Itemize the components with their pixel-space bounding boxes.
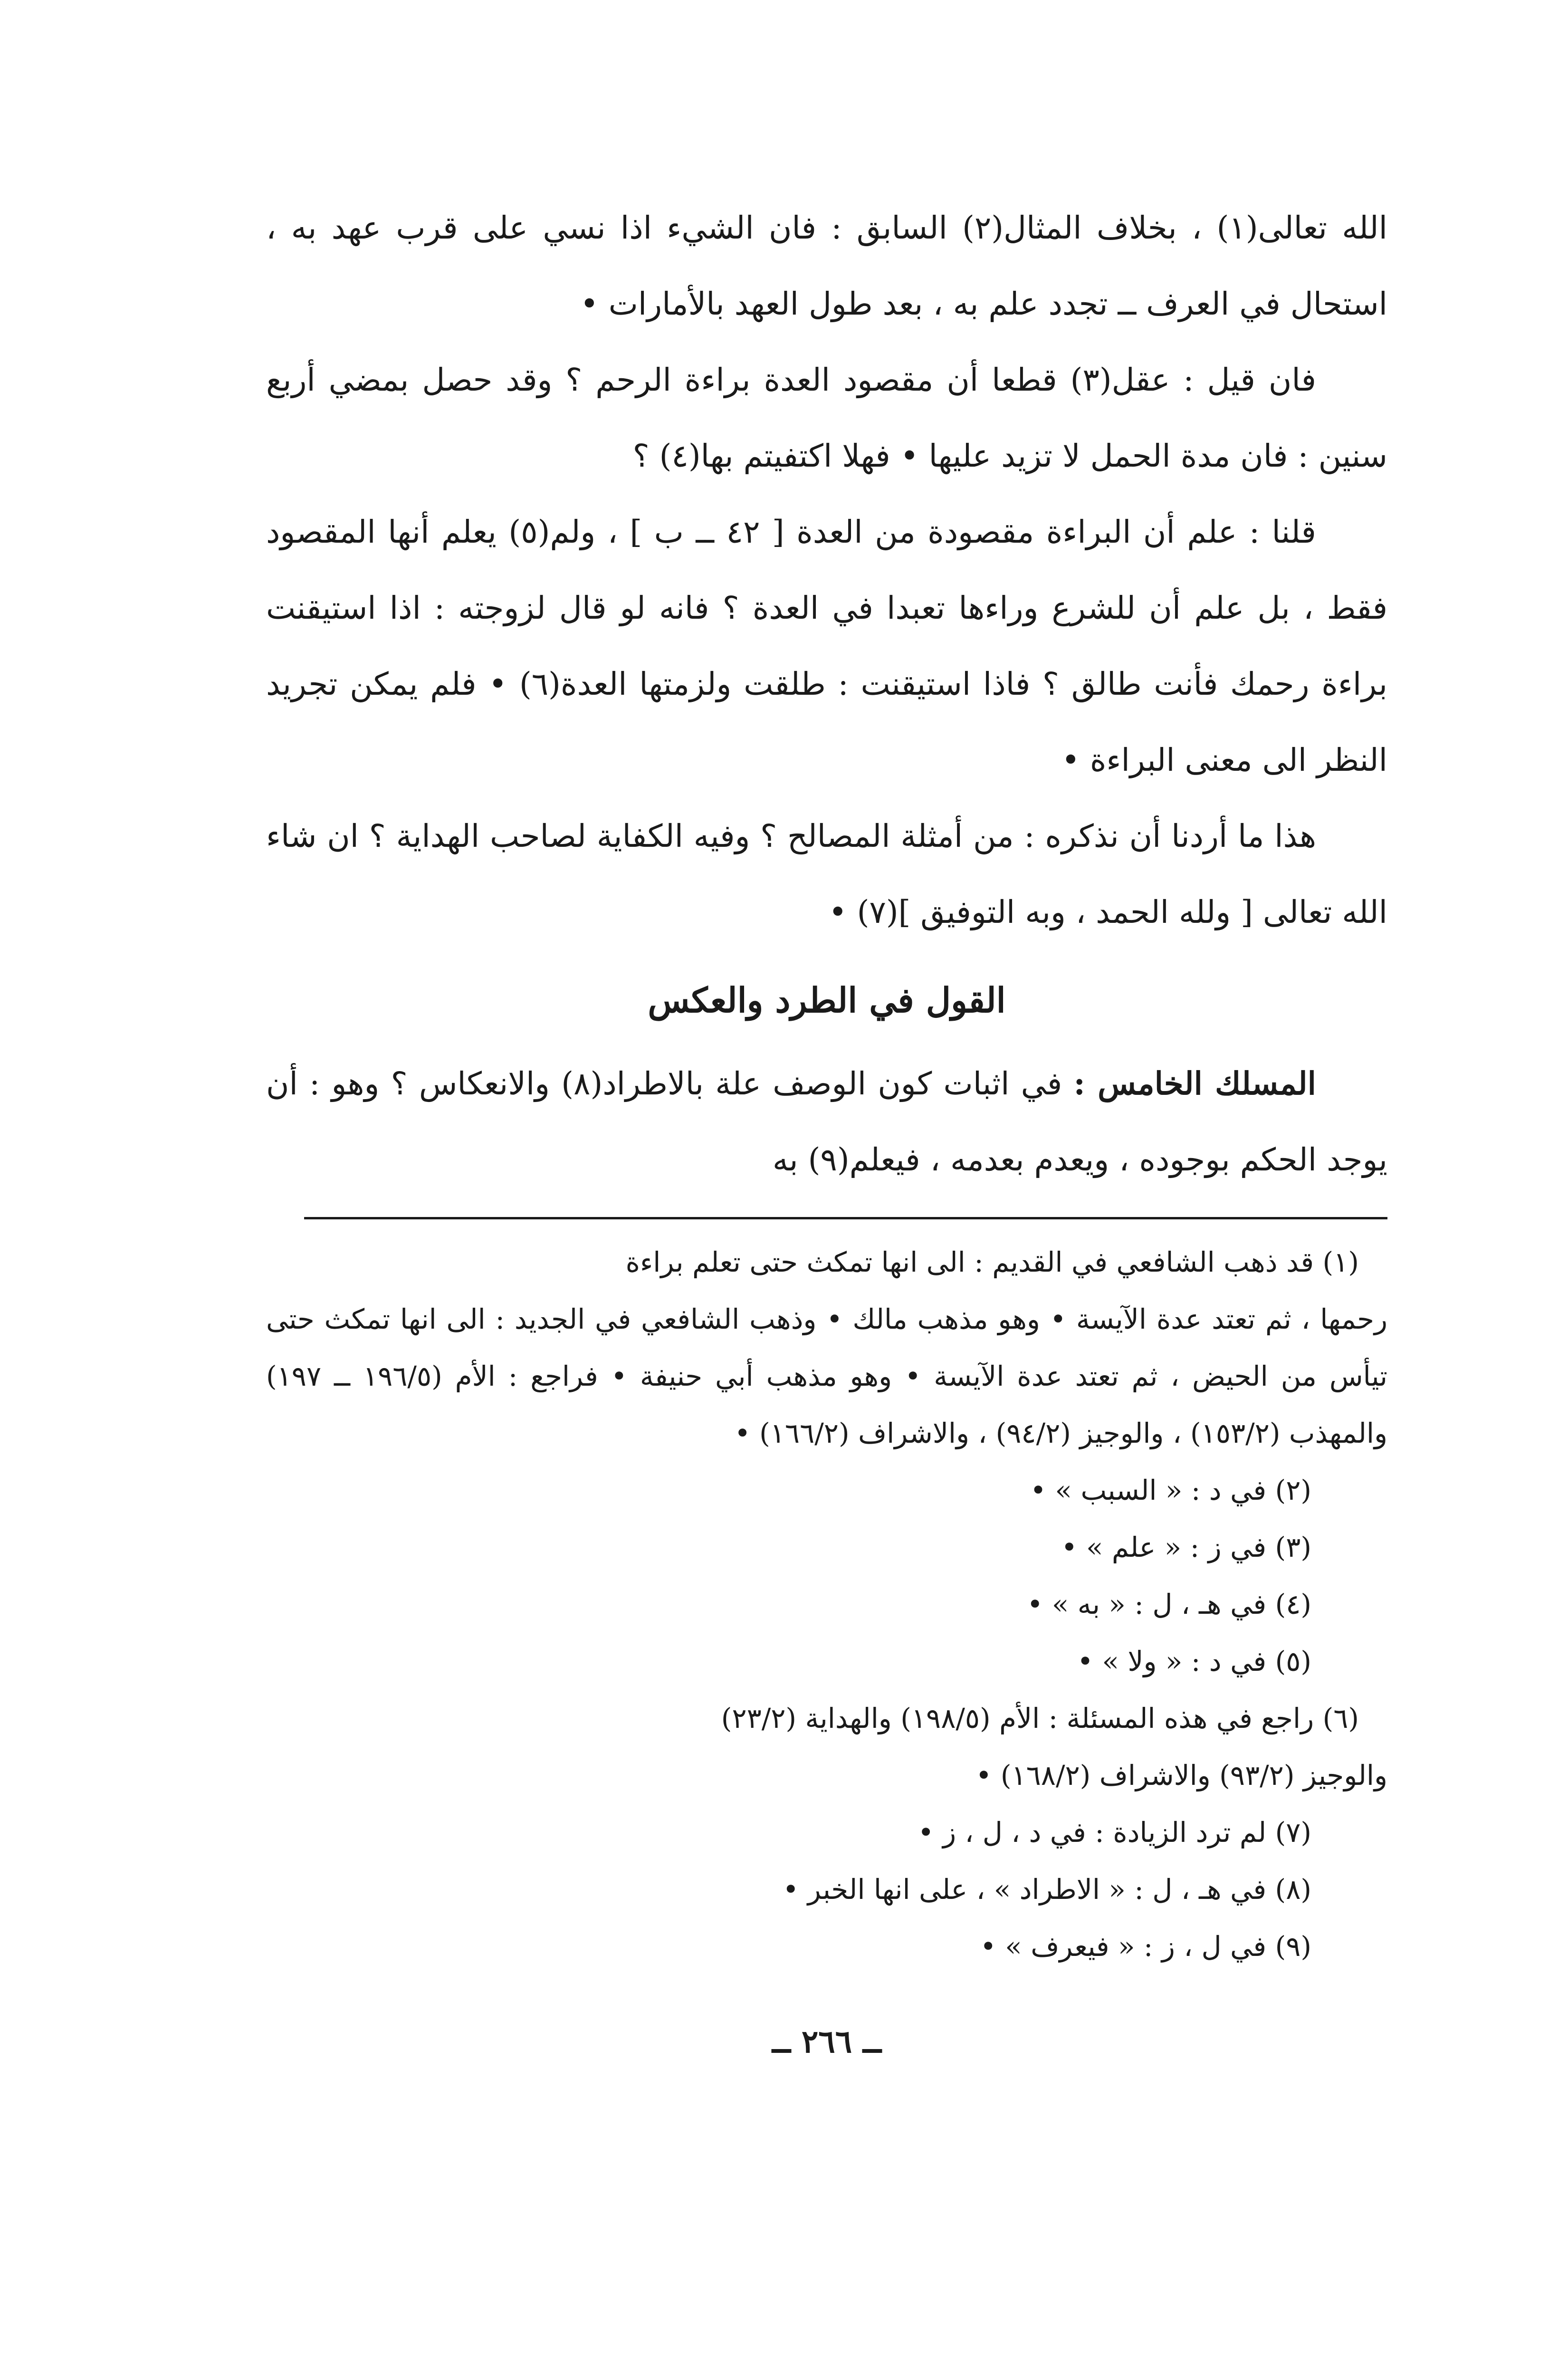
- book-page: [266, 190, 1387, 2065]
- paragraph-2: فان قيل : عقل(٣) قطعا أن مقصود العدة براءة الرحم ؟ وقد حصل بمضي أربع سنين : فان مدة الحمل لا تزيد عليها • فهلا اكتفيتم بها(٤) ؟: [266, 362, 1387, 474]
- main-text: [266, 190, 1387, 950]
- footnote-1-first: (١) قد ذهب الشافعي في القديم : الى انها تمكث حتى تعلم براءة: [625, 1246, 1359, 1278]
- footnotes: [266, 1234, 1387, 1975]
- footnote-5: (٥) في د : « ولا » •: [1077, 1645, 1311, 1677]
- paragraph-1: الله تعالى(١) ، بخلاف المثال(٢) السابق : فان الشيء اذا نسي على قرب عهد به ، استحال في العرف ــ تجدد علم به ، بعد طول العهد بالأمارات •: [266, 210, 1387, 322]
- footnote-3: (٣) في ز : « علم » •: [1061, 1531, 1311, 1563]
- paragraph-4: هذا ما أردنا أن نذكره : من أمثلة المصالح ؟ وفيه الكفاية لصاحب الهداية ؟ ان شاء الله تعالى [ ولله الحمد ، وبه التوفيق ](٧) •: [266, 818, 1387, 930]
- maslak-section: [266, 1045, 1387, 1198]
- footnote-4: (٤) في هـ ، ل : « به » •: [1027, 1588, 1311, 1620]
- maslak-lead: المسلك الخامس :: [1073, 1065, 1316, 1102]
- footnote-9: (٩) في ل ، ز : « فيعرف » •: [980, 1930, 1311, 1963]
- footnote-6-rest: والوجيز (٩٣/٢) والاشراف (١٦٨/٢) •: [975, 1759, 1387, 1792]
- footnote-2: (٢) في د : « السبب » •: [1030, 1474, 1311, 1506]
- paragraph-3: قلنا : علم أن البراءة مقصودة من العدة [ ٤٢ ــ ب ] ، ولم(٥) يعلم أنها المقصود فقط ، بل علم أن للشرع وراءها تعبدا في العدة ؟ فانه لو قال لزوجته : اذا استيقنت براءة رحمك فأنت طالق ؟ فاذا استيقنت : طلقت ولزمتها العدة(٦) • فلم يمكن تجريد النظر الى معنى البراءة •: [266, 514, 1388, 778]
- footnote-1-rest: رحمها ، ثم تعتد عدة الآيسة • وهو مذهب مالك • وذهب الشافعي في الجديد : الى انها تمكث حتى تيأس من الحيض ، ثم تعتد عدة الآيسة • وهو مذهب أبي حنيفة • فراجع : الأم (١٩٦/٥ ــ ١٩٧) والمهذب (١٥٣/٢) ، والوجيز (٩٤/٢) ، والاشراف (١٦٦/٢) •: [266, 1303, 1387, 1449]
- maslak-paragraph: [266, 1045, 1387, 1198]
- footnote-divider: [304, 1217, 1387, 1219]
- maslak-text: في اثبات كون الوصف علة بالاطراد(٨) والانعكاس ؟ وهو : أن يوجد الحكم بوجوده ، ويعدم بعدمه ، فيعلم(٩) به: [266, 1065, 1387, 1178]
- footnote-6-first: (٦) راجع في هذه المسئلة : الأم (١٩٨/٥) والهداية (٢٣/٢): [721, 1702, 1359, 1734]
- footnote-7: (٧) لم ترد الزيادة : في د ، ل ، ز •: [918, 1816, 1311, 1849]
- page-number: ــ ٢٦٦ ــ: [772, 2023, 881, 2060]
- footnote-8: (٨) في هـ ، ل : « الاطراد » ، على انها الخبر •: [783, 1873, 1311, 1906]
- section-heading: القول في الطرد والعكس: [648, 980, 1006, 1020]
